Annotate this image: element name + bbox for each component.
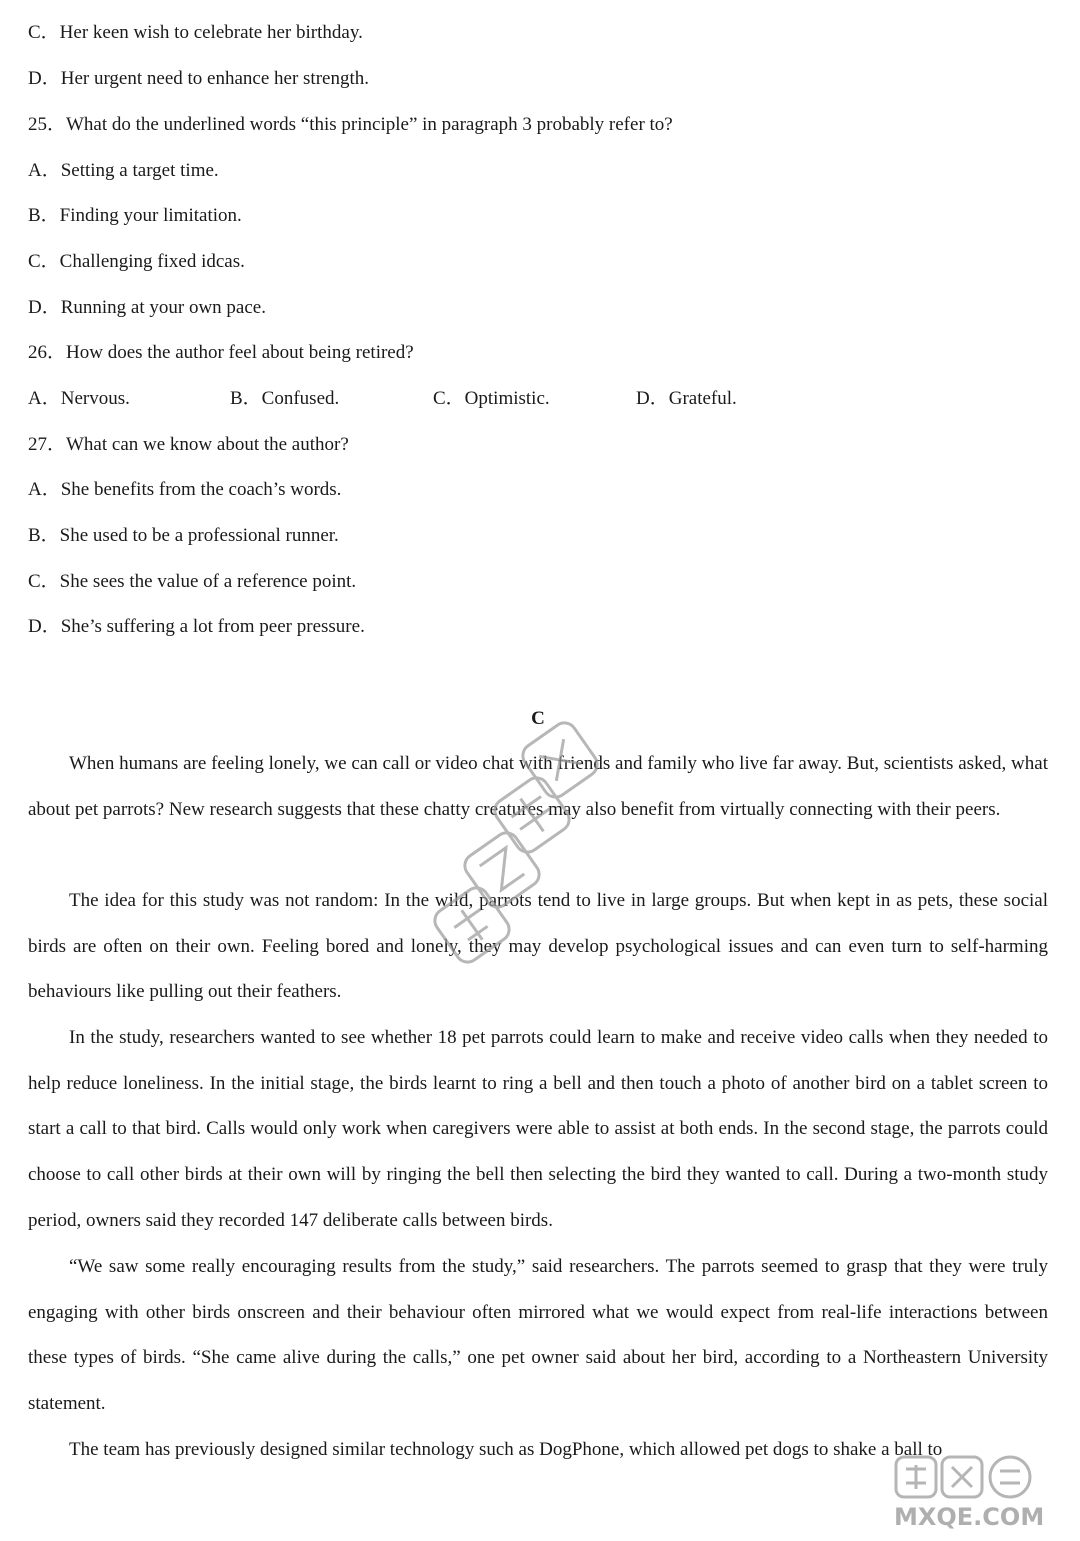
q27-stem: 27．What can we know about the author? <box>28 434 349 455</box>
q27-option-b: B．She used to be a professional runner. <box>28 525 339 546</box>
q27-option-a: A．She benefits from the coach’s words. <box>28 479 342 500</box>
site-logo-url: MXQE.COM <box>894 1503 1045 1531</box>
q24-option-d: D．Her urgent need to enhance her strength. <box>28 68 369 89</box>
passage-paragraph-2: The idea for this study was not random: In the wild, parrots tend to live in large groups. But when kept in as pets, these social birds are often on their own. Feeling bored and lonely, they may develop psychological issues and can even turn to self-harming behaviours like pulling out their feathers. <box>28 890 1048 1003</box>
section-heading: C <box>531 708 545 729</box>
q25-option-c: C．Challenging fixed idcas. <box>28 251 245 272</box>
q25-option-a: A．Setting a target time. <box>28 160 219 181</box>
passage-paragraph-3: In the study, researchers wanted to see whether 18 pet parrots could learn to make and receive video calls when they needed to help reduce loneliness. In the initial stage, the birds learnt to ring a bell and then touch a photo of another bird on a tablet screen to start a call to that bird. Calls would only work when caregivers were able to assist at both ends. In the second stage, the parrots could choose to call other birds at their own will by ringing the bell then selecting the bird they wanted to call. During a two-month study period, owners said they recorded 147 deliberate calls between birds. <box>28 1027 1048 1231</box>
q27-option-d: D．She’s suffering a lot from peer pressure. <box>28 616 365 637</box>
q26-option-d: D．Grateful. <box>636 388 737 409</box>
passage-paragraph-4: “We saw some really encouraging results from the study,” said researchers. The parrots seemed to grasp that they were truly engaging with other birds onscreen and their behaviour often mirrored what we would expect from real-life interactions between these types of birds. “She came alive during the calls,” one pet owner said about her bird, according to a Northeastern University statement. <box>28 1256 1048 1415</box>
q25-option-d: D．Running at your own pace. <box>28 297 266 318</box>
q26-option-b: B．Confused. <box>230 388 340 409</box>
q25-stem: 25．What do the underlined words “this principle” in paragraph 3 probably refer to? <box>28 114 673 135</box>
passage-paragraph-1: When humans are feeling lonely, we can call or video chat with friends and family who live far away. But, scientists asked, what about pet parrots? New research suggests that these chatty creatures may also benefit from virtually connecting with their peers. <box>28 753 1048 820</box>
q26-stem: 26．How does the author feel about being retired? <box>28 342 414 363</box>
q25-option-b: B．Finding your limitation. <box>28 205 242 226</box>
passage-paragraph-5: The team has previously designed similar technology such as DogPhone, which allowed pet dogs to shake a ball to <box>69 1439 943 1460</box>
q24-option-c: C．Her keen wish to celebrate her birthday. <box>28 22 363 43</box>
q26-option-c: C．Optimistic. <box>433 388 550 409</box>
q26-options-row <box>28 387 1028 411</box>
q26-option-a: A．Nervous. <box>28 388 130 409</box>
q27-option-c: C．She sees the value of a reference point. <box>28 571 357 592</box>
